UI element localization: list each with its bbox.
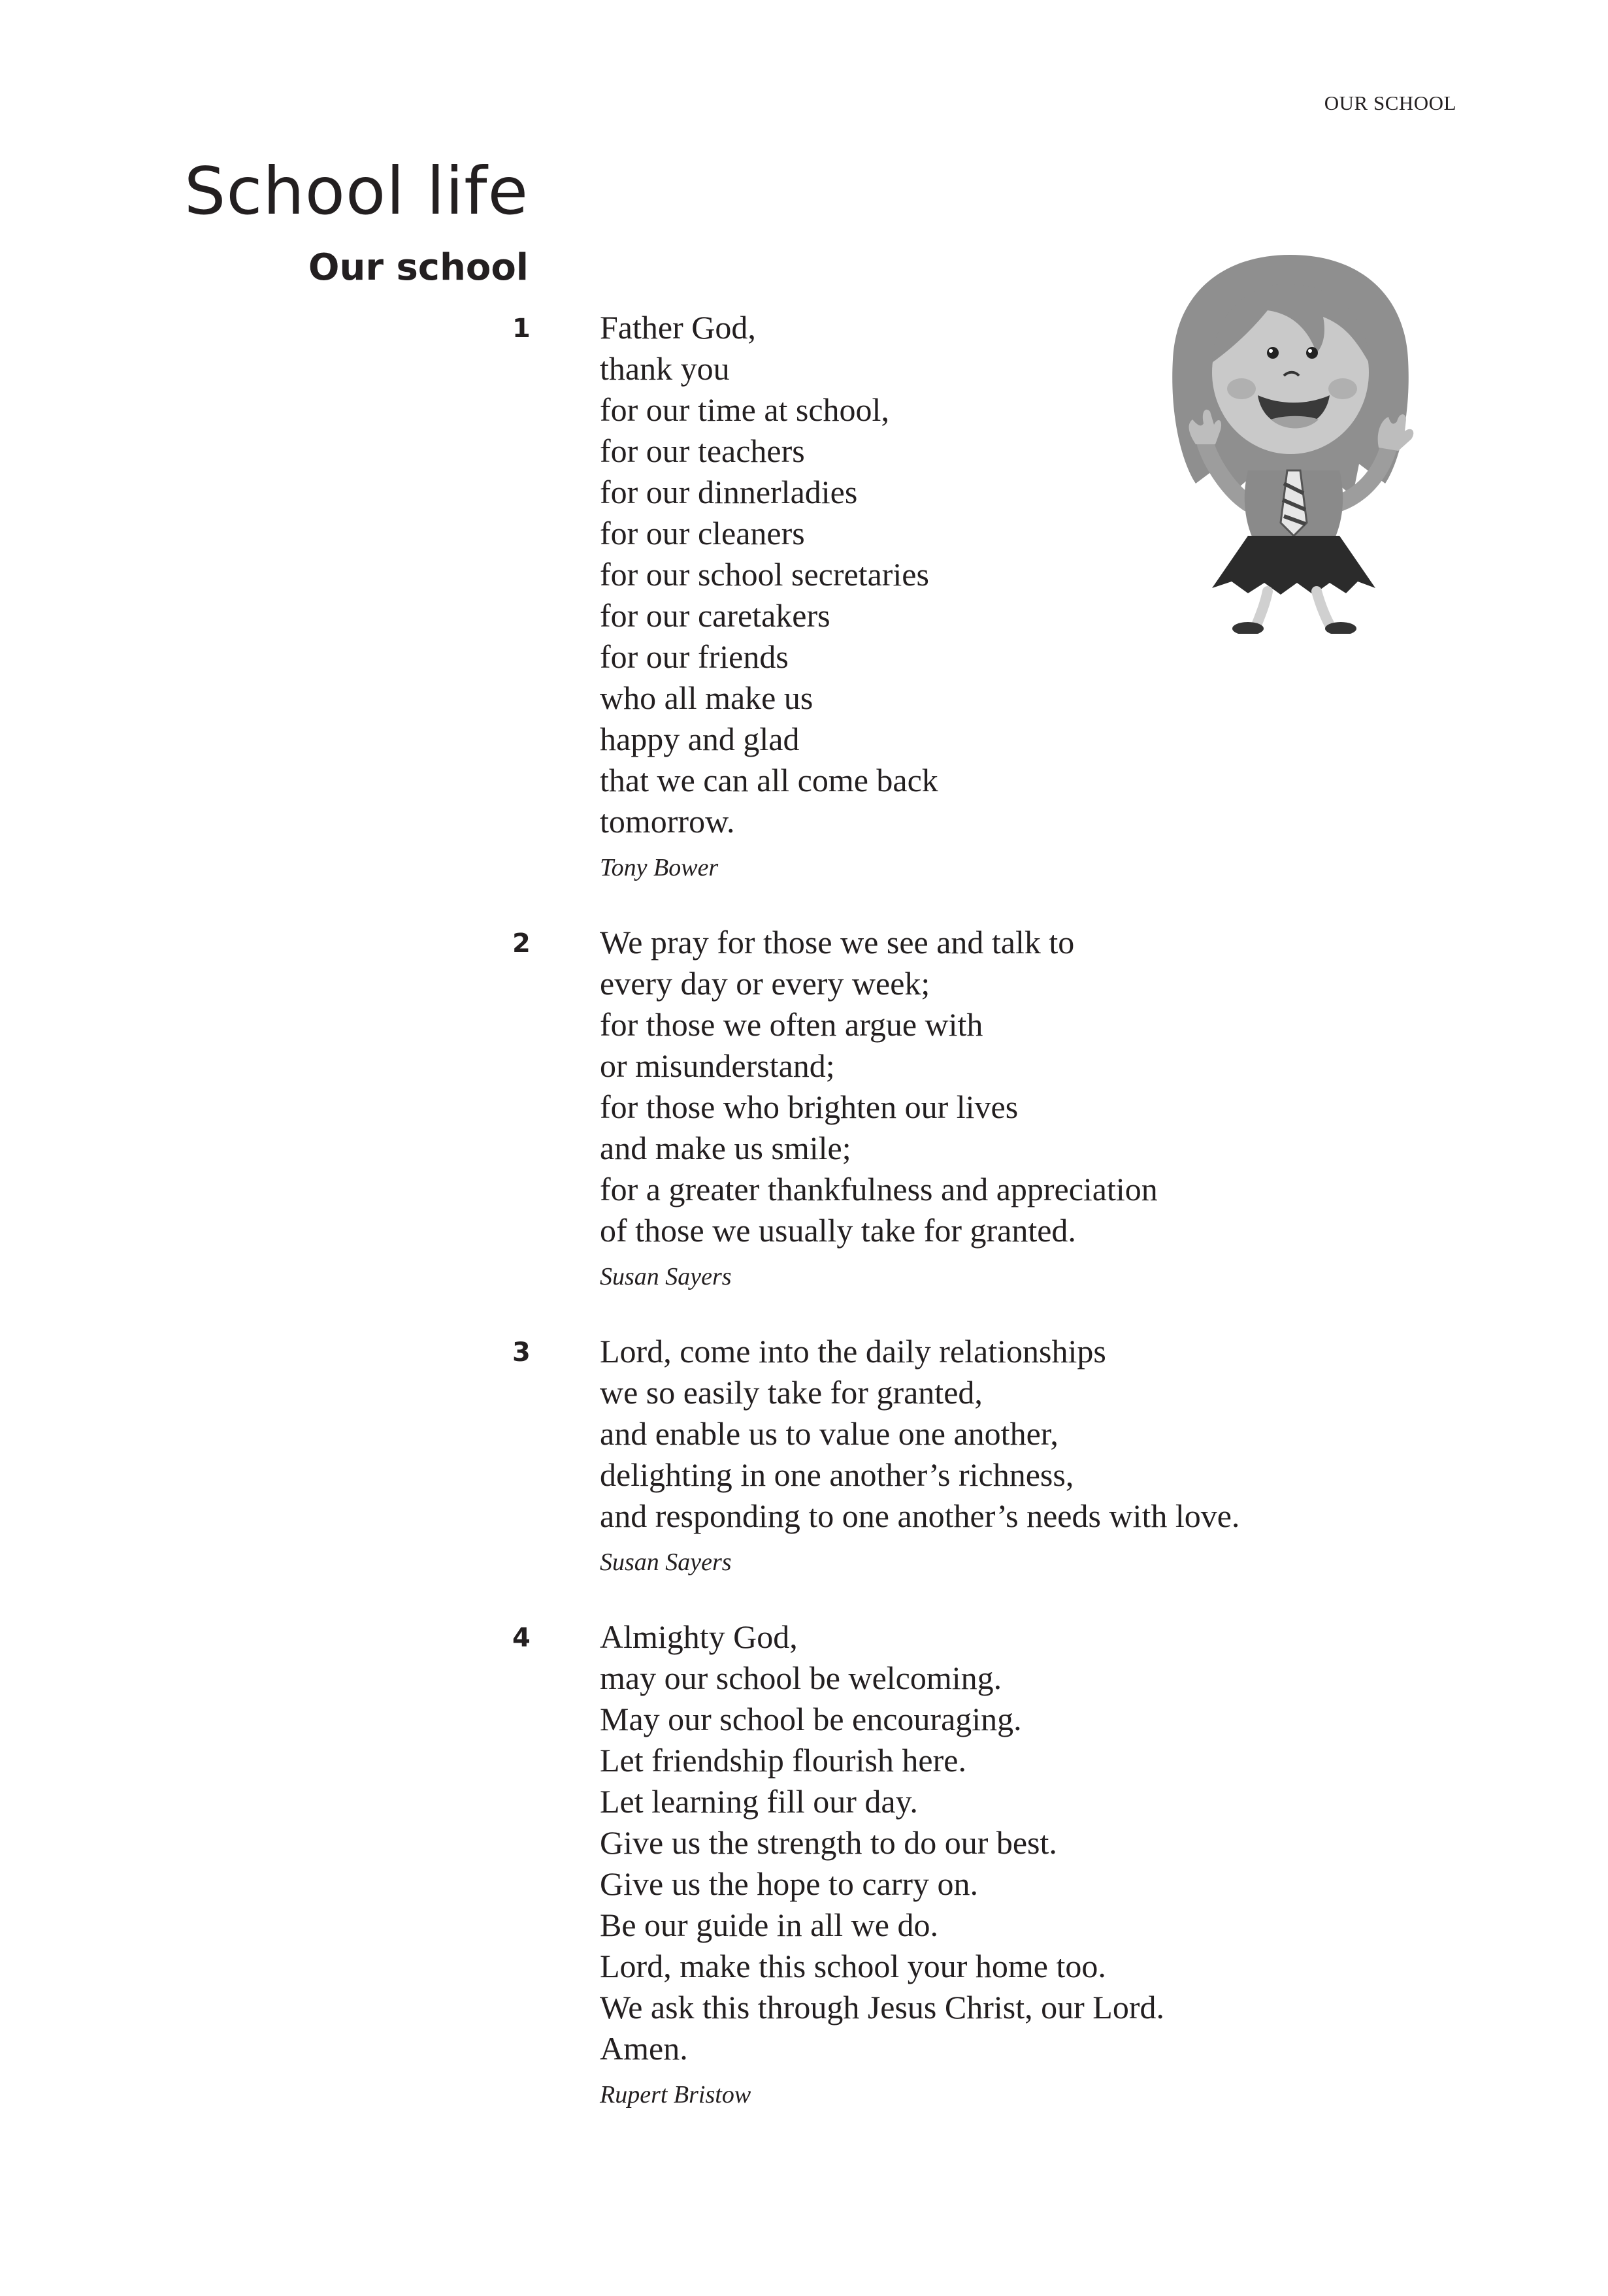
- prayer-text: Father God, thank you for our time at school, for our teachers for our dinnerladies for our cleaners for our school secretaries for our caretakers for our friends who all make us happy and glad that we can all come back tomorrow.: [600, 309, 938, 840]
- prayer-number: 3: [512, 1337, 531, 1368]
- running-head: OUR SCHOOL: [1324, 91, 1456, 114]
- prayer-text: Lord, come into the daily relationships we so easily take for granted, and enable us to value one another, delighting in one another’s richness, and responding to one another’s needs with love.: [600, 1333, 1240, 1534]
- subsection-title: Our school: [308, 246, 529, 289]
- prayer-author: Susan Sayers: [600, 1263, 732, 1290]
- prayer-text: Almighty God, may our school be welcoming. May our school be encouraging. Let friendship flourish here. Let learning fill our day. Give us the strength to do our best. Give us the hope to carry on. Be our guide in all we do. Lord, make this school your home too. We ask this through Jesus Christ, our Lord. Amen.: [600, 1618, 1164, 2067]
- prayer-1: [0, 307, 1608, 884]
- prayer-number: 4: [512, 1623, 531, 1653]
- prayer-author: Rupert Bristow: [600, 2081, 751, 2108]
- prayer-author: Tony Bower: [600, 854, 719, 881]
- prayer-3: [0, 1331, 1608, 1579]
- prayer-list: [0, 307, 1608, 2149]
- prayer-number: 2: [512, 928, 531, 959]
- prayer-author: Susan Sayers: [600, 1549, 732, 1576]
- prayer-4: [0, 1616, 1608, 2111]
- prayer-2: [0, 922, 1608, 1293]
- prayer-text: We pray for those we see and talk to every day or every week; for those we often argue with or misunderstand; for those who brighten our lives and make us smile; for a greater thankfulness and appreciation of those we usually take for granted.: [600, 924, 1158, 1249]
- prayer-number: 1: [512, 314, 531, 344]
- section-title: School life: [184, 153, 529, 229]
